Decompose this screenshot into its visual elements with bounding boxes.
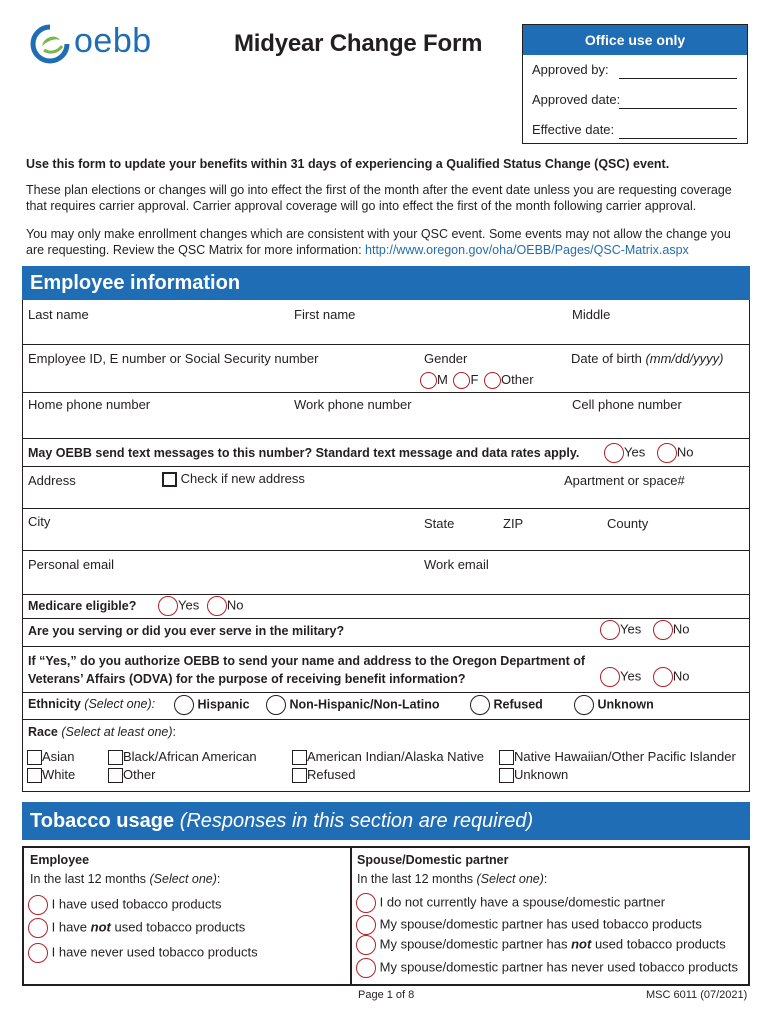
race-label <box>28 725 176 739</box>
dob-format: (mm/dd/yyyy) <box>645 351 724 366</box>
gender-m-radio[interactable] <box>420 372 437 389</box>
tobacco-spouse-option-label: My spouse/domestic partner has never used tobacco products <box>379 959 739 975</box>
intro-para1-line2: that requires carrier approval. Carrier approval coverage will go into effect the first of the month following carrier approval. <box>26 199 697 213</box>
race-option <box>108 767 156 783</box>
tobacco-spouse-option <box>356 915 702 935</box>
row-divider <box>22 719 750 720</box>
tobacco-emp-radio[interactable] <box>28 895 48 915</box>
text-no-label: No <box>676 444 694 460</box>
middle-label: Middle <box>572 307 611 322</box>
medicare-no-label: No <box>226 597 244 613</box>
row-divider <box>22 550 750 551</box>
military-no-label: No <box>672 621 690 637</box>
colon-text: : <box>543 872 548 886</box>
page-title: Midyear Change Form <box>234 30 483 57</box>
last-name-label: Last name <box>28 307 89 322</box>
odva-line1: If “Yes,” do you authorize OEBB to send your name and address to the Oregon Department of <box>28 654 586 668</box>
personal-email-label: Personal email <box>28 557 114 572</box>
employee-id-label: Employee ID, E number or Social Security number <box>28 351 319 366</box>
dob-label <box>571 351 723 366</box>
hispanic-label: Hispanic <box>197 697 250 712</box>
tobacco-emp-option-label: I have used tobacco products <box>51 896 222 912</box>
approved-date-field[interactable] <box>619 108 737 109</box>
first-name-label: First name <box>294 307 356 322</box>
unknown-radio[interactable] <box>574 695 594 715</box>
odva-yes-radio[interactable] <box>600 667 620 687</box>
tobacco-spouse-option <box>356 893 665 913</box>
apartment-label: Apartment or space# <box>564 473 685 488</box>
tobacco-emp-option <box>28 943 258 963</box>
approved-by-field[interactable] <box>619 78 737 79</box>
row-divider <box>22 466 750 467</box>
last12-text: In the last 12 months <box>30 872 150 886</box>
race-option <box>292 749 484 765</box>
approved-by-label: Approved by: <box>532 62 609 77</box>
logo-mark-icon <box>30 24 70 64</box>
tobacco-spouse-radio[interactable] <box>356 958 376 978</box>
tobacco-spouse-instruction <box>357 872 547 886</box>
tobacco-spouse-option <box>356 958 738 978</box>
race-option-label: Asian <box>42 749 75 764</box>
medicare-yes-label: Yes <box>178 597 200 613</box>
race-option-label: American Indian/Alaska Native <box>307 749 485 764</box>
medicare-options <box>158 596 243 616</box>
tobacco-employee-head: Employee <box>30 853 90 867</box>
military-yes-label: Yes <box>620 621 642 637</box>
unknown-label: Unknown <box>597 697 654 712</box>
state-label: State <box>424 516 455 531</box>
refused-label: Refused <box>493 697 543 712</box>
row-divider <box>22 438 750 439</box>
colon-text: : <box>216 872 221 886</box>
race-checkbox[interactable] <box>499 750 514 765</box>
last12-text: In the last 12 months <box>357 872 477 886</box>
tobacco-column-divider <box>350 846 352 986</box>
row-divider <box>22 646 750 647</box>
logo-text: oebb <box>74 22 152 60</box>
military-yes-radio[interactable] <box>600 620 620 640</box>
ethnicity-hispanic <box>174 695 250 715</box>
race-option-label: Other <box>123 767 156 782</box>
military-no-radio[interactable] <box>653 620 673 640</box>
effective-date-label: Effective date: <box>532 122 615 137</box>
medicare-no-radio[interactable] <box>207 596 227 616</box>
row-divider <box>22 392 750 393</box>
intro-bold-line: Use this form to update your benefits within 31 days of experiencing a Qualified Status Change (QSC) event. <box>26 157 670 171</box>
text-no-radio[interactable] <box>657 443 677 463</box>
gender-label: Gender <box>424 351 468 366</box>
tobacco-emp-radio[interactable] <box>28 918 48 938</box>
cell-phone-label: Cell phone number <box>572 397 682 412</box>
tobacco-spouse-head: Spouse/Domestic partner <box>357 853 509 867</box>
select-one-text: (Select one) <box>149 872 217 886</box>
tobacco-section-title <box>22 802 750 840</box>
odva-line2: Veterans’ Affairs (ODVA) for the purpose of receiving benefit information? <box>28 672 466 686</box>
text-yes-label: Yes <box>624 444 646 460</box>
gender-f-label: F <box>470 372 479 387</box>
tobacco-spouse-option-label: My spouse/domestic partner has <box>379 936 572 952</box>
tobacco-spouse-option <box>356 935 726 955</box>
race-checkbox[interactable] <box>108 768 123 783</box>
intro-para2-line2 <box>26 243 689 257</box>
race-option-label: Black/African American <box>123 749 257 764</box>
row-divider <box>22 594 750 595</box>
row-divider <box>22 508 750 509</box>
tobacco-emp-option-label: I have never used tobacco products <box>51 944 258 960</box>
intro-para2-line1: You may only make enrollment changes which are consistent with your QSC event. Some events may not allow the change you <box>26 227 731 241</box>
tobacco-emp-option-not: not <box>90 919 111 935</box>
gender-f-radio[interactable] <box>453 372 470 389</box>
office-use-box <box>522 24 748 144</box>
city-label: City <box>28 514 51 529</box>
intro-para1-line1: These plan elections or changes will go into effect the first of the month after the event date unless you are requesting coverage <box>26 183 732 197</box>
race-instruction: (Select at least one) <box>61 725 173 739</box>
hispanic-radio[interactable] <box>174 695 194 715</box>
medicare-yes-radio[interactable] <box>158 596 178 616</box>
office-use-header: Office use only <box>523 25 747 55</box>
ethnicity-non-hispanic <box>266 695 439 715</box>
race-option <box>499 767 568 783</box>
tobacco-spouse-radio[interactable] <box>356 893 376 913</box>
race-option-label: Unknown <box>514 767 569 782</box>
work-email-label: Work email <box>424 557 489 572</box>
home-phone-label: Home phone number <box>28 397 151 412</box>
race-option <box>292 767 355 783</box>
ethnicity-instruction: (Select one): <box>84 697 156 711</box>
dob-text: Date of birth <box>571 351 646 366</box>
address-label: Address <box>28 473 76 488</box>
text-question: May OEBB send text messages to this number? Standard text message and data rates apply. <box>28 446 580 460</box>
intro-para2-text: are requesting. Review the QSC Matrix for more information: <box>26 243 366 257</box>
ethnicity-label <box>28 697 155 711</box>
refused-radio[interactable] <box>470 695 490 715</box>
new-address-check <box>162 471 305 487</box>
tobacco-subtitle: (Responses in this section are required) <box>179 810 534 832</box>
race-option <box>27 767 75 783</box>
oebb-logo <box>30 22 170 66</box>
tobacco-emp-radio[interactable] <box>28 943 48 963</box>
race-option-label: Refused <box>307 767 356 782</box>
tobacco-emp-option <box>28 918 245 938</box>
ethnicity-refused <box>470 695 543 715</box>
effective-date-field[interactable] <box>619 138 737 139</box>
row-divider <box>22 692 750 693</box>
race-checkbox[interactable] <box>499 768 514 783</box>
tobacco-emp-option <box>28 895 221 915</box>
odva-no-label: No <box>672 668 690 684</box>
race-text: Race <box>28 725 58 739</box>
odva-options <box>600 667 689 687</box>
row-divider <box>22 344 750 345</box>
military-question: Are you serving or did you ever serve in the military? <box>28 624 345 638</box>
race-option-label: White <box>42 767 76 782</box>
gender-m-label: M <box>437 372 448 387</box>
new-address-label: Check if new address <box>180 471 305 486</box>
form-id: MSC 6011 (07/2021) <box>646 989 748 1001</box>
race-checkbox[interactable] <box>27 750 42 765</box>
race-option <box>108 749 257 765</box>
race-colon: : <box>172 725 177 739</box>
gender-other-radio[interactable] <box>484 372 501 389</box>
tobacco-emp-option-label: I have <box>51 919 91 935</box>
tobacco-spouse-radio[interactable] <box>356 935 376 955</box>
work-phone-label: Work phone number <box>294 397 412 412</box>
ethnicity-text: Ethnicity <box>28 697 81 711</box>
new-address-checkbox[interactable] <box>162 472 177 487</box>
tobacco-spouse-option-label: used tobacco products <box>591 936 726 952</box>
tobacco-spouse-option-label: My spouse/domestic partner has used tobacco products <box>379 916 702 932</box>
tobacco-spouse-radio[interactable] <box>356 915 376 935</box>
non-hispanic-label: Non-Hispanic/Non-Latino <box>289 697 440 712</box>
tobacco-employee-instruction <box>30 872 220 886</box>
tobacco-emp-option-label: used tobacco products <box>110 919 246 935</box>
odva-yes-label: Yes <box>620 668 642 684</box>
tobacco-spouse-option-not: not <box>571 936 592 952</box>
approved-date-label: Approved date: <box>532 92 621 107</box>
qsc-matrix-link[interactable]: http://www.oregon.gov/oha/OEBB/Pages/QSC-Matrix.aspx <box>365 243 689 257</box>
race-checkbox[interactable] <box>108 750 123 765</box>
text-options <box>604 443 693 463</box>
military-options <box>600 620 689 640</box>
race-checkbox[interactable] <box>292 768 307 783</box>
odva-no-radio[interactable] <box>653 667 673 687</box>
page-number: Page 1 of 8 <box>358 989 415 1001</box>
zip-label: ZIP <box>503 516 524 531</box>
non-hispanic-radio[interactable] <box>266 695 286 715</box>
race-checkbox[interactable] <box>292 750 307 765</box>
text-yes-radio[interactable] <box>604 443 624 463</box>
tobacco-title-text: Tobacco usage <box>30 810 175 832</box>
gender-options <box>420 372 534 389</box>
gender-other-label: Other <box>501 372 534 387</box>
race-option <box>27 749 75 765</box>
employee-section-title: Employee information <box>22 266 750 300</box>
medicare-label: Medicare eligible? <box>28 599 137 613</box>
race-checkbox[interactable] <box>27 768 42 783</box>
race-option <box>499 749 736 765</box>
ethnicity-unknown <box>574 695 654 715</box>
select-one-text: (Select one) <box>476 872 544 886</box>
tobacco-spouse-option-label: I do not currently have a spouse/domestic partner <box>379 894 666 910</box>
race-option-label: Native Hawaiian/Other Pacific Islander <box>514 749 736 764</box>
row-divider <box>22 618 750 619</box>
county-label: County <box>607 516 649 531</box>
